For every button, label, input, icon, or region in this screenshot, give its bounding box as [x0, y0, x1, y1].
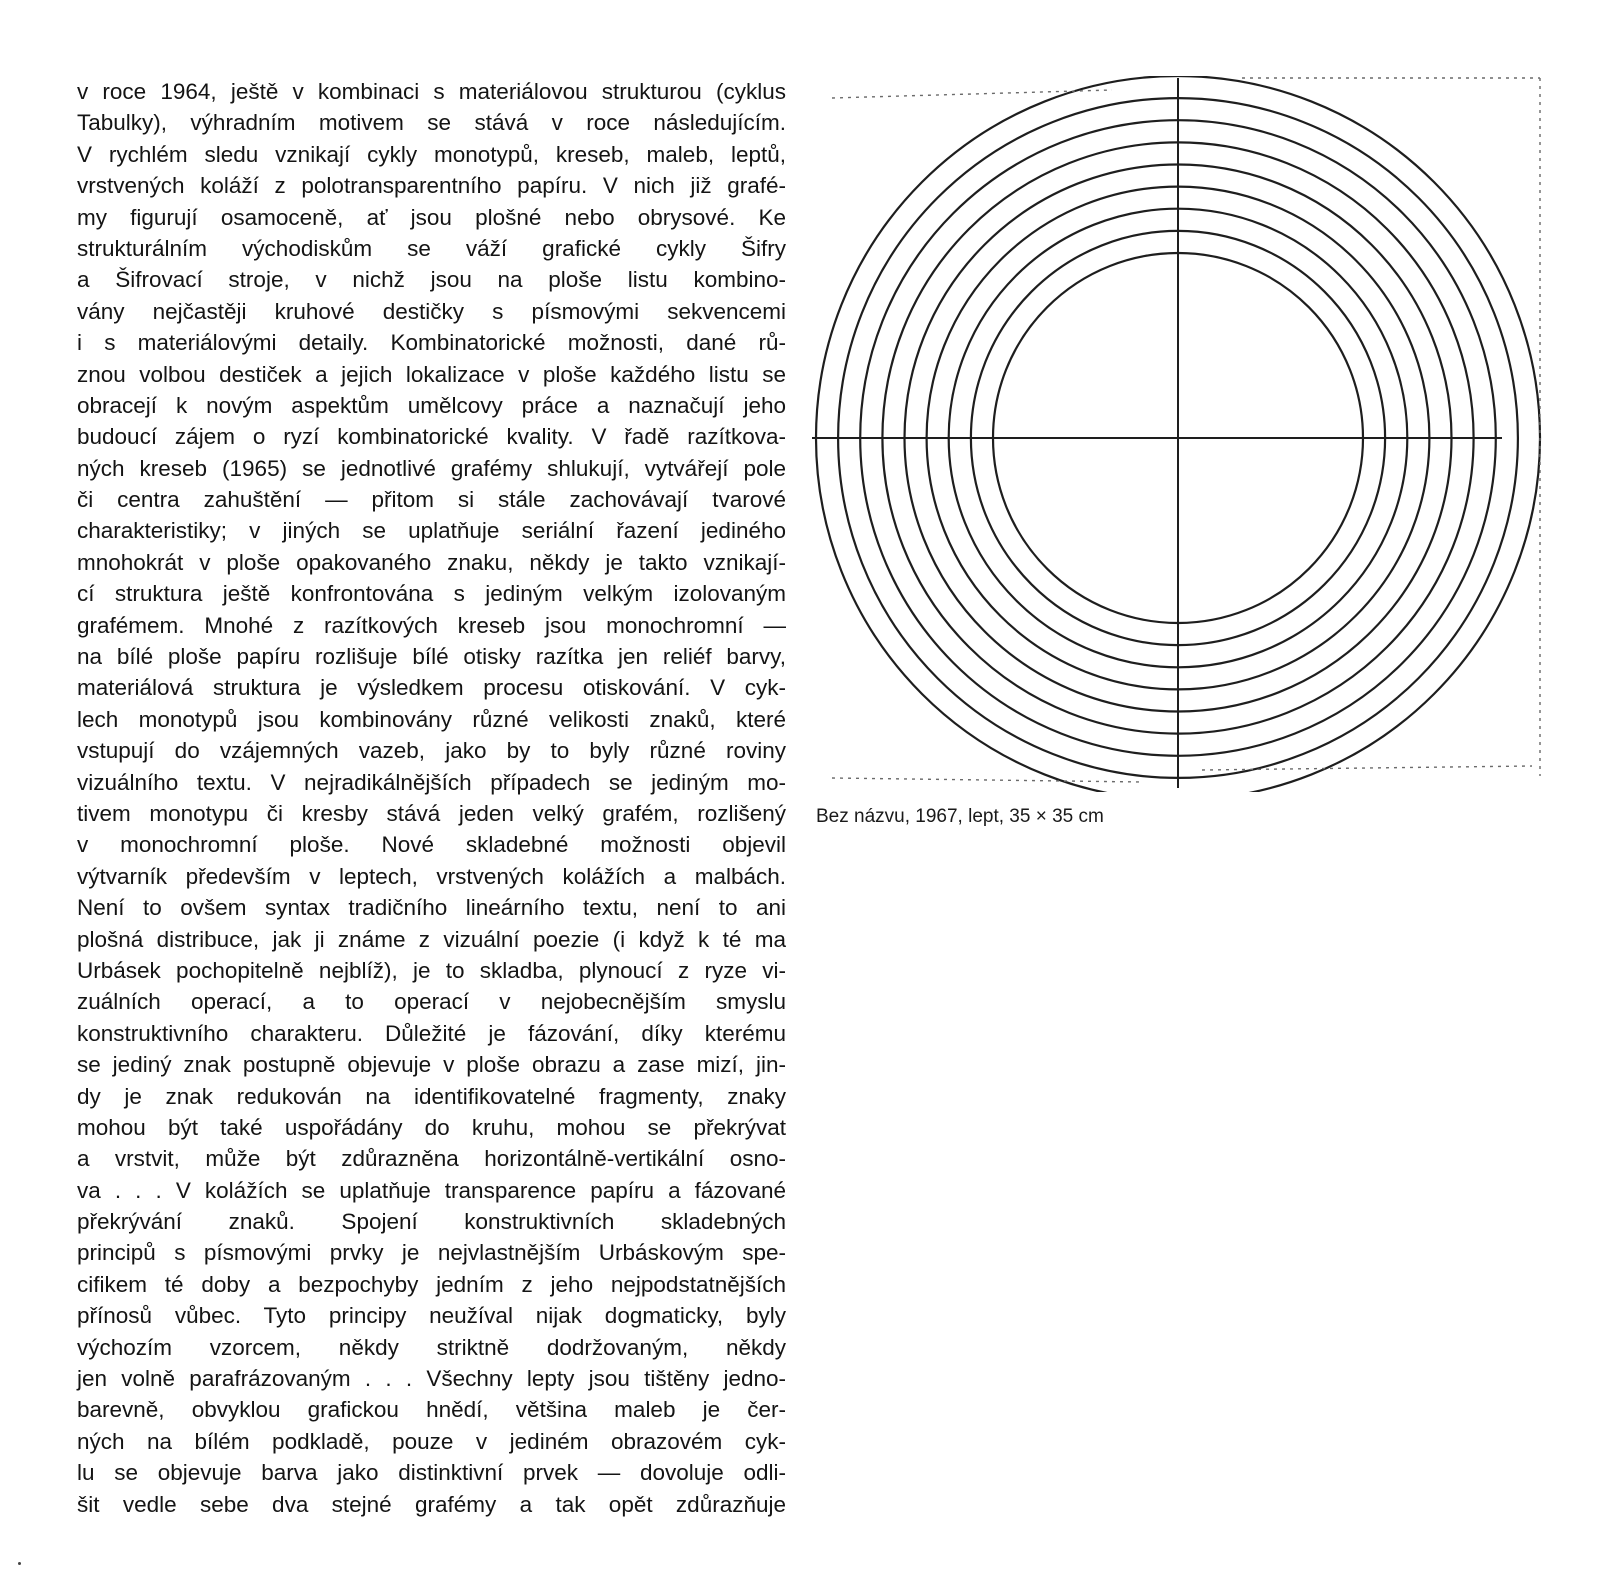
text-line: cí struktura ještě konfrontována s jediným velkým izolovaným: [77, 581, 786, 607]
text-line: konstruktivního charakteru. Důležité je fázování, díky kterému: [77, 1020, 786, 1046]
artwork-figure: [812, 76, 1544, 792]
text-line: ných na bílém podkladě, pouze v jediném obrazovém cyk-: [77, 1428, 786, 1454]
text-line: v roce 1964, ještě v kombinaci s materiálovou strukturou (cyklus: [77, 79, 786, 104]
text-line: vrstvených koláží z polotransparentního papíru. V nich již grafé-: [77, 173, 786, 199]
figure-caption: Bez názvu, 1967, lept, 35 × 35 cm: [816, 806, 1104, 827]
article-text: [77, 76, 786, 1520]
text-line: dy je znak redukován na identifikovatelné fragmenty, znaky: [77, 1083, 786, 1109]
text-line: v monochromní ploše. Nové skladebné možnosti objevil: [77, 832, 786, 858]
text-line: či centra zahuštění — přitom si stále zachovávají tvarové: [77, 487, 786, 513]
text-line: my figurují osamoceně, ať jsou plošné nebo obrysové. Ke: [77, 204, 786, 230]
text-line: překrývání znaků. Spojení konstruktivních skladebných: [77, 1209, 786, 1235]
text-line: znou volbou destiček a jejich lokalizace v ploše každého listu se: [77, 361, 786, 387]
text-line: strukturálním východiskům se váží grafické cykly Šifry: [77, 235, 786, 261]
text-line: tivem monotypu či kresby stává jeden velký grafém, rozlišený: [77, 800, 786, 826]
text-line: lech monotypů jsou kombinovány různé velikosti znaků, které: [77, 706, 786, 732]
text-line: mohou být také uspořádány do kruhu, mohou se překrývat: [77, 1114, 786, 1140]
text-line: lu se objevuje barva jako distinktivní prvek — dovoluje odli-: [77, 1460, 786, 1486]
text-line: principů s písmovými prvky je nejvlastnějším Urbáskovým spe-: [77, 1240, 786, 1266]
text-line: se jediný znak postupně objevuje v ploše obrazu a zase mizí, jin-: [77, 1052, 786, 1078]
text-line: charakteristiky; v jiných se uplatňuje seriální řazení jediného: [77, 518, 786, 544]
text-line: výtvarník především v leptech, vrstvených kolážích a malbách.: [77, 863, 786, 889]
text-line: i s materiálovými detaily. Kombinatorické možnosti, dané rů-: [77, 330, 786, 356]
text-line: grafémem. Mnohé z razítkových kreseb jsou monochromní —: [77, 612, 786, 638]
text-line: barevně, obvyklou grafickou hnědí, většina maleb je čer-: [77, 1397, 786, 1423]
text-line: cifikem té doby a bezpochyby jedním z jeho nejpodstatnějších: [77, 1271, 786, 1297]
text-line: plošná distribuce, jak ji známe z vizuální poezie (i když k té ma: [77, 926, 786, 952]
plate-edge-line: [832, 90, 1112, 98]
text-line: Urbásek pochopitelně nejblíž), je to skladba, plynoucí z ryze vi-: [77, 957, 786, 983]
text-line: výchozím vzorcem, někdy striktně dodržovaným, někdy: [77, 1334, 786, 1360]
text-line: Není to ovšem syntax tradičního lineárního textu, není to ani: [77, 895, 786, 921]
text-line: va . . . V kolážích se uplatňuje transparence papíru a fázované: [77, 1177, 786, 1203]
text-line: a vrstvit, může být zdůrazněna horizontálně-vertikální osno-: [77, 1146, 786, 1172]
text-line: V rychlém sledu vznikají cykly monotypů, kreseb, maleb, leptů,: [77, 141, 786, 167]
plate-edge-line: [832, 778, 1142, 782]
text-line: na bílé ploše papíru rozlišuje bílé otisky razítka jen reliéf barvy,: [77, 644, 786, 670]
text-line: zuálních operací, a to operací v nejobecnějším smyslu: [77, 989, 786, 1015]
text-line: budoucí zájem o ryzí kombinatorické kvality. V řadě razítkova-: [77, 424, 786, 450]
text-line: vány nejčastěji kruhové destičky s písmovými sekvencemi: [77, 298, 786, 324]
concentric-circles-etching: [812, 76, 1544, 792]
plate-edge-line: [1202, 766, 1532, 770]
text-line: vstupují do vzájemných vazeb, jako by to byly různé roviny: [77, 738, 786, 764]
text-line: šit vedle sebe dva stejné grafémy a tak opět zdůrazňuje: [77, 1491, 786, 1517]
text-line: materiálová struktura je výsledkem procesu otiskování. V cyk-: [77, 675, 786, 701]
text-line: a Šifrovací stroje, v nichž jsou na ploše listu kombino-: [77, 267, 786, 293]
text-line: vizuálního textu. V nejradikálnějších případech se jediným mo-: [77, 769, 786, 795]
text-line: ných kreseb (1965) se jednotlivé grafémy shlukují, vytvářejí pole: [77, 455, 786, 481]
text-line: obracejí k novým aspektům umělcovy práce a naznačují jeho: [77, 392, 786, 418]
text-line: jen volně parafrázovaným . . . Všechny lepty jsou tištěny jedno-: [77, 1366, 786, 1392]
text-line: přínosů vůbec. Tyto principy neužíval nijak dogmaticky, byly: [77, 1303, 786, 1329]
print-speck: [18, 1562, 21, 1565]
text-line: Tabulky), výhradním motivem se stává v roce následujícím.: [77, 110, 786, 136]
text-line: mnohokrát v ploše opakovaného znaku, někdy je takto vznikají-: [77, 549, 786, 575]
